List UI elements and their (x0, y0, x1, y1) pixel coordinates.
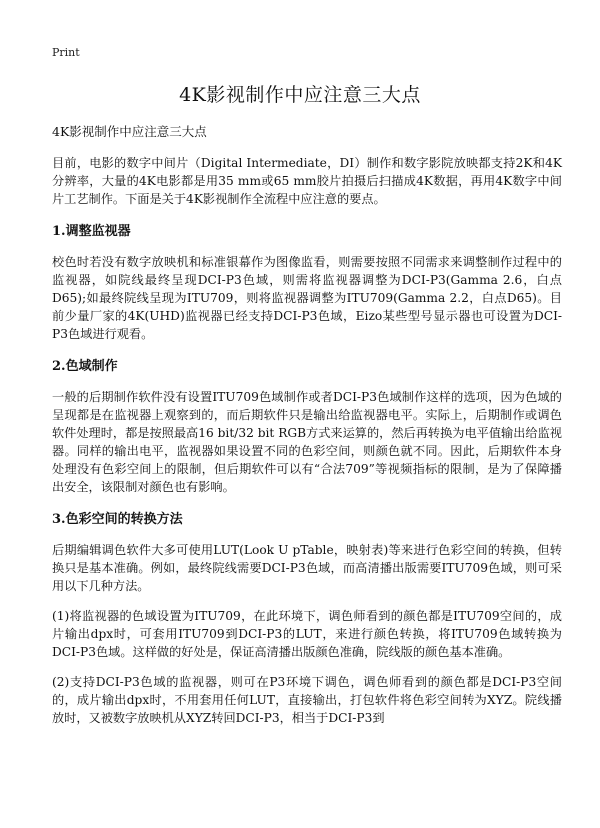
section-3-paragraph-2: (1)将监视器的色域设置为ITU709，在此环境下，调色师看到的颜色都是ITU709空间的，成片输出dpx时，可套用ITU709到DCI-P3的LUT，来进行颜色转换，将ITU709色域转换为DCI-P3色域。这样做的好处是，保证高清播出版颜色准确，院线版的颜色基本准确。 (52, 609, 562, 659)
article-body (52, 122, 562, 739)
section-1-paragraph-1: 校色时若没有数字放映机和标准银幕作为图像监看，则需要按照不同需求来调整制作过程中的监视器，如院线最终呈现DCI-P3色域，则需将监视器调整为DCI-P3(Gamma 2.6，白点D65);如最终院线呈现为ITU709，则将监视器调整为ITU709(Gamma 2.2，白点D65)。目前少量厂家的4K(UHD)监视器已经支持DCI-P3色域，Eizo某些型号显示器也可设置为DCI-P3色域进行观看。 (52, 255, 562, 341)
section-2-paragraph-1: 一般的后期制作软件没有设置ITU709色域制作或者DCI-P3色域制作这样的选项，因为色域的呈现都是在监视器上观察到的，而后期软件只是输出给监视器电平。实际上，后期制作或调色软件处理时，都是按照最高16 bit/32 bit RGB方式来运算的，然后再转换为电平值输出给监视器。同样的输出电平，监视器如果设置不同的色彩空间，则颜色就不同。因此，后期软件本身处理没有色彩空间上的限制，但后期软件可以有“合法709”等视频指标的限制，是为了保障播出安全，该限制对颜色也有影响。 (52, 390, 562, 494)
page-title: 4K影视制作中应注意三大点 (179, 84, 421, 106)
print-label: Print (52, 46, 80, 59)
section-3-paragraph-1: 后期编辑调色软件大多可使用LUT(Look U pTable，映射表)等来进行色彩空间的转换，但转换只是基本准确。例如，最终院线需要DCI-P3色域，而高清播出版需要ITU709色域，则可采用以下几种方法。 (52, 543, 562, 593)
article-subtitle: 4K影视制作中应注意三大点 (52, 124, 207, 139)
intro-paragraph: 目前，电影的数字中间片（Digital Intermediate，DI）制作和数字影院放映都支持2K和4K分辨率，大量的4K电影都是用35 mm或65 mm胶片拍摄后扫描成4K数据，再用4K数字中间片工艺制作。下面是关于4K影视制作全流程中应注意的要点。 (52, 156, 562, 206)
section-heading-2: 2.色域制作 (52, 359, 118, 374)
section-heading-3: 3.色彩空间的转换方法 (52, 512, 183, 527)
section-heading-1: 1.调整监视器 (52, 224, 131, 239)
section-3-paragraph-3: (2)支持DCI-P3色域的监视器，则可在P3环境下调色，调色师看到的颜色都是DCI-P3空间的，成片输出dpx时，不用套用任何LUT，直接输出，打包软件将色彩空间转为XYZ。院线播放时，又被数字放映机从XYZ转回DCI-P3，相当于DCI-P3到 (52, 675, 562, 725)
